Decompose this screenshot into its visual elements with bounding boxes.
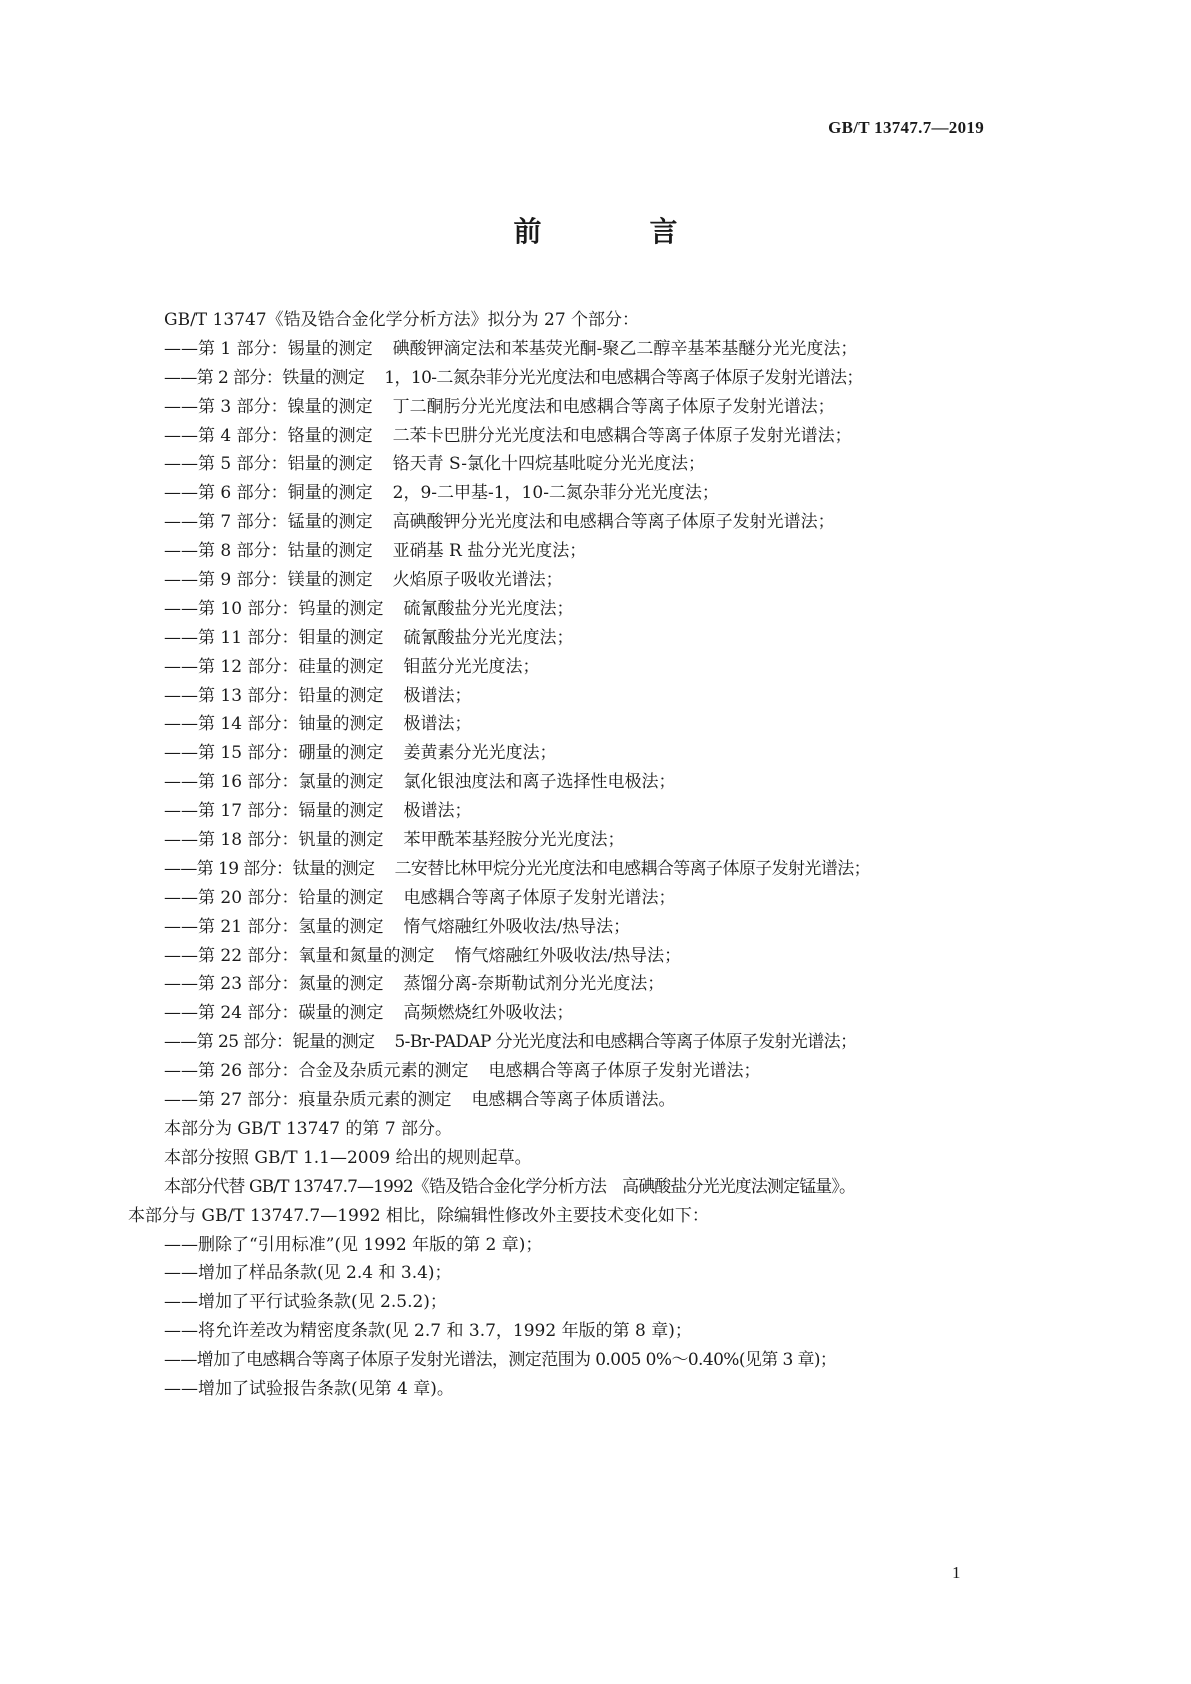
list-item xyxy=(128,335,1068,364)
part-method: 电感耦合等离子体原子发射光谱法； xyxy=(488,1061,761,1082)
list-item xyxy=(128,1086,1068,1115)
list-item xyxy=(128,479,1068,508)
part-label: ——第 26 部分：合金及杂质元素的测定 xyxy=(164,1061,469,1082)
part-label: ——第 22 部分：氧量和氮量的测定 xyxy=(164,945,435,966)
list-item xyxy=(128,739,1068,768)
list-item xyxy=(128,797,1068,826)
list-item: ——增加了样品条款(见 2.4 和 3.4)； xyxy=(164,1263,452,1284)
part-method: 5-Br-PADAP 分光光度法和电感耦合等离子体原子发射光谱法； xyxy=(394,1032,857,1053)
part-method: 二苯卡巴肼分光光度法和电感耦合等离子体原子发射光谱法； xyxy=(392,425,852,446)
list-item xyxy=(128,710,1068,739)
part-method: 氯化银浊度法和离子选择性电极法； xyxy=(403,772,676,793)
part-label: ——第 21 部分：氢量的测定 xyxy=(164,916,384,937)
part-method: 电感耦合等离子体质谱法。 xyxy=(471,1090,676,1111)
part-method: 硫氰酸盐分光光度法； xyxy=(403,627,574,648)
part-label: ——第 1 部分：锡量的测定 xyxy=(164,338,373,359)
part-label: ——第 5 部分：铝量的测定 xyxy=(164,454,373,475)
list-item: ——增加了平行试验条款(见 2.5.2)； xyxy=(164,1292,447,1313)
part-label: ——第 8 部分：钴量的测定 xyxy=(164,541,373,562)
part-method: 极谱法； xyxy=(403,685,472,706)
part-method: 苯甲酰苯基羟胺分光光度法； xyxy=(403,830,625,851)
list-item xyxy=(128,508,1068,537)
part-method: 钼蓝分光光度法； xyxy=(403,656,540,677)
list-item xyxy=(128,913,1068,942)
part-method: 亚硝基 R 盐分光光度法； xyxy=(392,541,587,562)
foreword-body xyxy=(128,306,1068,1404)
part-method: 极谱法； xyxy=(403,801,472,822)
list-item xyxy=(128,768,1068,797)
standard-code: GB/T 13747.7—2019 xyxy=(828,118,984,137)
part-label: ——第 12 部分：硅量的测定 xyxy=(164,656,384,677)
changes-intro: 本部分与 GB/T 13747.7—1992 相比，除编辑性修改外主要技术变化如下： xyxy=(128,1205,709,1226)
page-number: 1 xyxy=(952,1563,961,1582)
part-label: ——第 9 部分：镁量的测定 xyxy=(164,570,373,591)
part-label: ——第 15 部分：硼量的测定 xyxy=(164,743,384,764)
part-method: 铬天青 S-氯化十四烷基吡啶分光光度法； xyxy=(392,454,706,475)
part-method: 惰气熔融红外吸收法/热导法； xyxy=(403,916,631,937)
drafting-statement: 本部分按照 GB/T 1.1—2009 给出的规则起草。 xyxy=(164,1147,532,1168)
part-method: 1，10-二氮杂菲分光光度法和电感耦合等离子体原子发射光谱法； xyxy=(384,367,863,388)
part-label: ——第 19 部分：钛量的测定 xyxy=(164,858,375,879)
part-label: ——第 23 部分：氮量的测定 xyxy=(164,974,384,995)
list-item: ——增加了试验报告条款(见第 4 章)。 xyxy=(164,1378,454,1399)
part-of-statement: 本部分为 GB/T 13747 的第 7 部分。 xyxy=(164,1118,453,1139)
part-label: ——第 16 部分：氯量的测定 xyxy=(164,772,384,793)
list-item xyxy=(128,364,1068,393)
list-item xyxy=(128,422,1068,451)
list-item xyxy=(128,566,1068,595)
part-method: 火焰原子吸收光谱法； xyxy=(392,570,563,591)
part-method: 硫氰酸盐分光光度法； xyxy=(403,598,574,619)
part-label: ——第 24 部分：碳量的测定 xyxy=(164,1003,384,1024)
part-method: 极谱法； xyxy=(403,714,472,735)
part-label: ——第 14 部分：铀量的测定 xyxy=(164,714,384,735)
list-item xyxy=(128,970,1068,999)
list-item xyxy=(128,1057,1068,1086)
part-method: 姜黄素分光光度法； xyxy=(403,743,557,764)
part-label: ——第 6 部分：铜量的测定 xyxy=(164,483,373,504)
part-method: 丁二酮肟分光光度法和电感耦合等离子体原子发射光谱法； xyxy=(392,396,835,417)
part-method: 电感耦合等离子体原子发射光谱法； xyxy=(403,887,676,908)
part-label: ——第 3 部分：镍量的测定 xyxy=(164,396,373,417)
list-item xyxy=(128,999,1068,1028)
part-label: ——第 20 部分：铪量的测定 xyxy=(164,887,384,908)
part-label: ——第 4 部分：铬量的测定 xyxy=(164,425,373,446)
list-item xyxy=(128,855,1068,884)
part-label: ——第 2 部分：铁量的测定 xyxy=(164,367,365,388)
part-label: ——第 18 部分：钒量的测定 xyxy=(164,830,384,851)
list-item xyxy=(128,450,1068,479)
part-label: ——第 27 部分：痕量杂质元素的测定 xyxy=(164,1090,452,1111)
changes-list xyxy=(128,1231,1068,1404)
part-label: ——第 13 部分：铅量的测定 xyxy=(164,685,384,706)
list-item xyxy=(128,595,1068,624)
part-label: ——第 17 部分：镉量的测定 xyxy=(164,801,384,822)
list-item: ——将允许差改为精密度条款(见 2.7 和 3.7，1992 年版的第 8 章)； xyxy=(164,1321,692,1342)
list-item: ——删除了“引用标准”(见 1992 年版的第 2 章)； xyxy=(164,1234,543,1255)
part-method: 二安替比林甲烷分光光度法和电感耦合等离子体原子发射光谱法； xyxy=(394,858,871,879)
parts-list xyxy=(128,335,1068,1115)
part-label: ——第 10 部分：钨量的测定 xyxy=(164,598,384,619)
part-method: 高碘酸钾分光光度法和电感耦合等离子体原子发射光谱法； xyxy=(392,512,835,533)
part-method: 碘酸钾滴定法和苯基荧光酮-聚乙二醇辛基苯基醚分光光度法； xyxy=(392,338,858,359)
list-item xyxy=(128,826,1068,855)
part-method: 高频燃烧红外吸收法； xyxy=(403,1003,574,1024)
list-item xyxy=(128,1028,1068,1057)
list-item xyxy=(128,942,1068,971)
list-item xyxy=(128,653,1068,682)
part-label: ——第 11 部分：钼量的测定 xyxy=(164,627,384,648)
list-item xyxy=(128,393,1068,422)
list-item xyxy=(128,537,1068,566)
part-method: 蒸馏分离-奈斯勒试剂分光光度法； xyxy=(403,974,665,995)
part-label: ——第 7 部分：锰量的测定 xyxy=(164,512,373,533)
list-item xyxy=(128,624,1068,653)
page-title: 前 言 xyxy=(513,215,718,248)
part-label: ——第 25 部分：铌量的测定 xyxy=(164,1032,375,1053)
list-item xyxy=(128,884,1068,913)
replaces-statement: 本部分代替 GB/T 13747.7—1992《锆及锆合金化学分析方法 高碘酸盐分光光度法测定锰量》。 xyxy=(164,1176,856,1197)
part-method: 2，9-二甲基-1，10-二氮杂菲分光光度法； xyxy=(392,483,719,504)
list-item xyxy=(128,682,1068,711)
list-item: ——增加了电感耦合等离子体原子发射光谱法，测定范围为 0.005 0%～0.40%(见第 3 章)； xyxy=(164,1350,837,1371)
part-method: 惰气熔融红外吸收法/热导法； xyxy=(454,945,682,966)
intro-paragraph: GB/T 13747《锆及锆合金化学分析方法》拟分为 27 个部分： xyxy=(164,310,640,330)
